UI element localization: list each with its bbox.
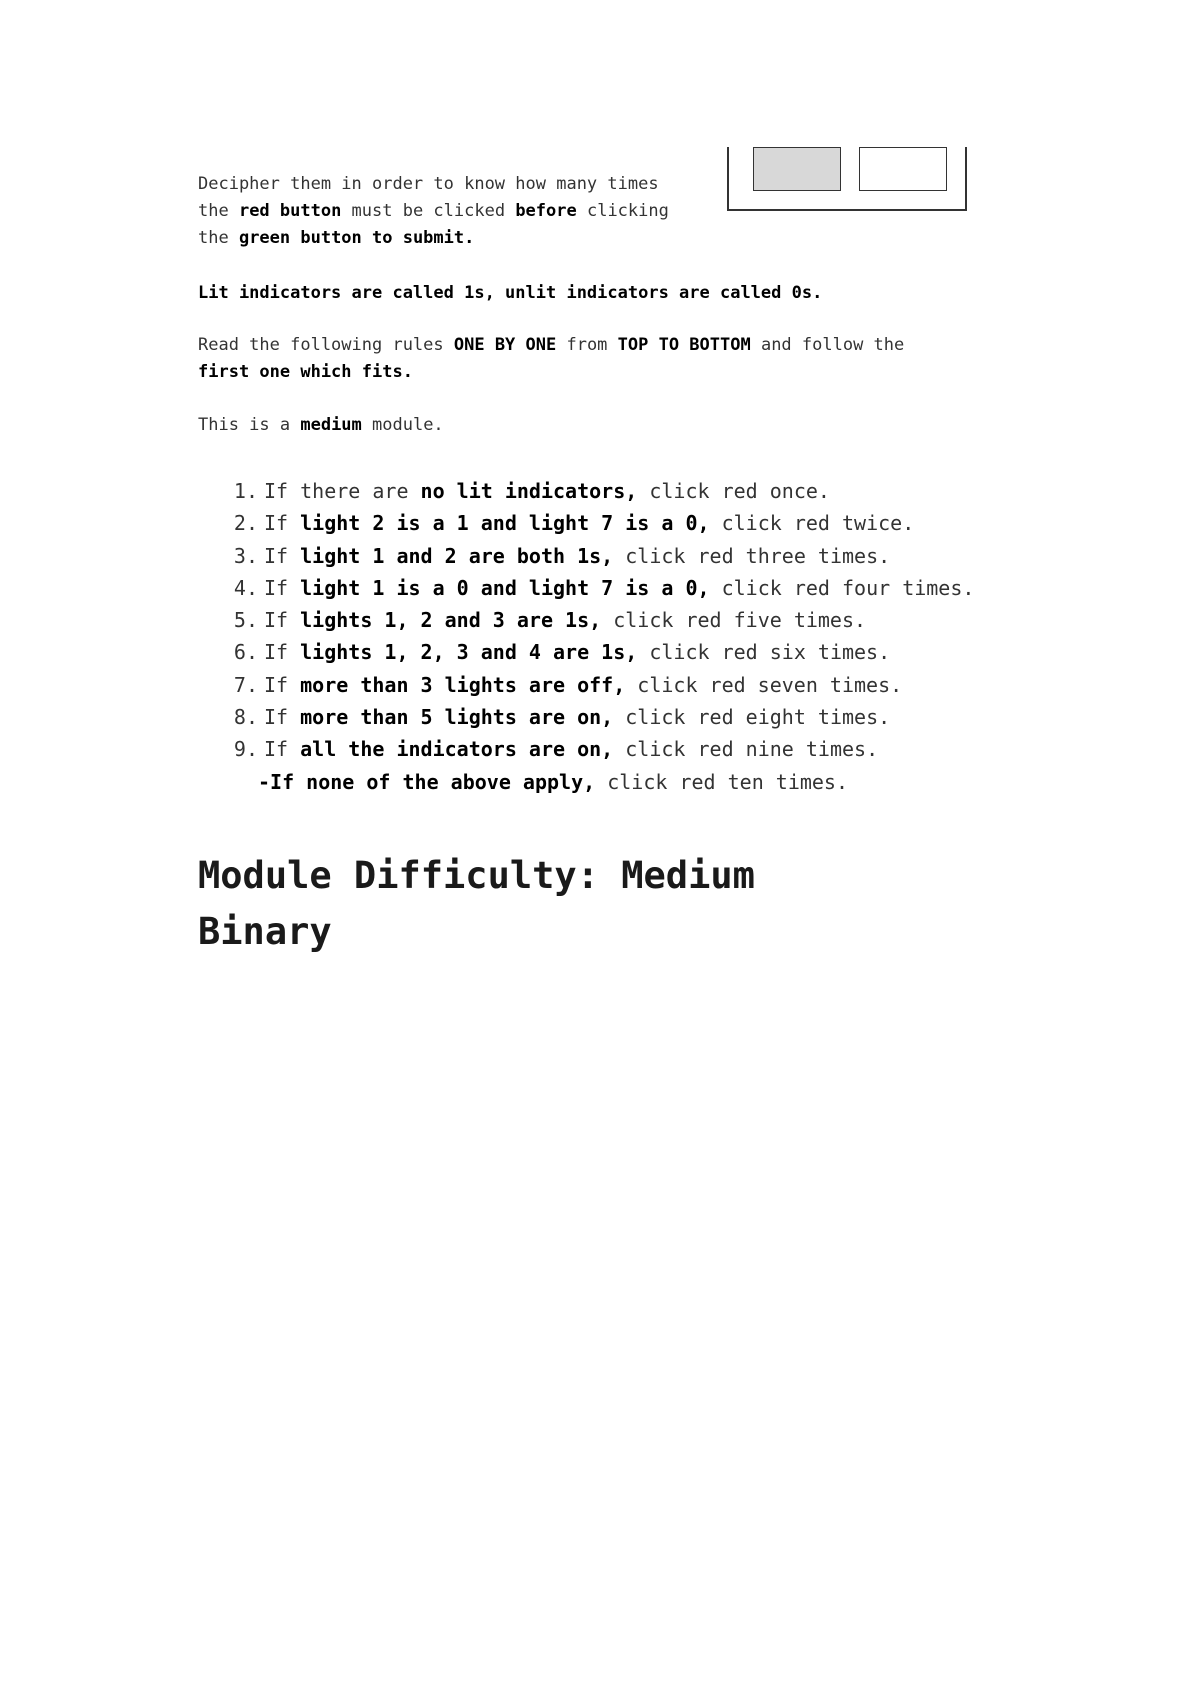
text-run: This is a [198, 415, 301, 435]
text-run: click red nine times. [613, 737, 879, 762]
rule-text [264, 640, 890, 664]
rule-number: 7. [233, 672, 258, 697]
rule-number: 4. [233, 575, 258, 600]
module-difficulty-note [198, 412, 958, 439]
rule-item [226, 572, 974, 604]
text-run: module. [361, 415, 444, 435]
rule-item [226, 475, 974, 507]
bold-text: lights 1, 2, 3 and 4 are 1s, [300, 640, 638, 665]
bold-text: ONE BY ONE [453, 335, 557, 355]
bold-text: light 1 is a 0 and light 7 is a 0, [300, 575, 710, 600]
rule-number: 5. [233, 608, 258, 633]
bold-text: more than 5 lights are on, [300, 705, 614, 730]
bold-text: more than 3 lights are off, [300, 672, 626, 697]
text-run: If [264, 511, 301, 536]
text-run: If [264, 543, 301, 568]
rule-item [226, 636, 974, 668]
bold-text: red button [238, 201, 342, 221]
rule-number: 1. [233, 479, 258, 503]
bold-text: no lit indicators, [420, 479, 638, 503]
text-run: click red six times. [637, 640, 891, 665]
rule-text [264, 608, 866, 632]
rule-text [258, 770, 848, 794]
text-run: and follow the [750, 335, 905, 355]
bold-text: -If none of the above apply, [258, 769, 596, 794]
bold-text: medium [300, 415, 362, 435]
bold-text: light 1 and 2 are both 1s, [300, 543, 614, 568]
button-diagram [727, 147, 967, 211]
text-run: from [556, 335, 618, 355]
rule-item [226, 733, 974, 765]
rule-item [226, 669, 974, 701]
bold-text: light 2 is a 1 and light 7 is a 0, [300, 511, 710, 536]
text-run: click red ten times. [595, 769, 849, 794]
rule-text [264, 544, 890, 568]
bold-text: all the indicators are on, [300, 737, 614, 762]
text-run: click red once. [637, 479, 830, 503]
bold-text: green button to submit. [238, 228, 475, 248]
rule-text [264, 737, 878, 761]
rule-number: 6. [233, 640, 258, 665]
bold-text: first one which fits. [198, 362, 413, 382]
text-run: If [264, 737, 301, 762]
text-run: the [198, 201, 239, 221]
bold-text: TOP TO BOTTOM [617, 335, 751, 355]
text-run: If [264, 575, 301, 600]
rule-item [226, 507, 974, 539]
rule-text [264, 673, 902, 697]
module-name-heading: Binary [198, 910, 332, 953]
rule-text [264, 576, 974, 600]
footer-heading [198, 848, 755, 960]
bold-text: before [515, 201, 577, 221]
text-run: click red eight times. [613, 705, 891, 730]
text-run: Read the following rules [198, 335, 454, 355]
bold-text: Lit indicators are called 1s, unlit indicators are called 0s. [198, 283, 823, 303]
rule-item [226, 604, 974, 636]
text-run: click red four times. [709, 575, 975, 600]
rule-text [264, 479, 830, 503]
text-run: If [264, 672, 301, 697]
difficulty-heading: Module Difficulty: Medium [198, 854, 755, 897]
bold-text: lights 1, 2 and 3 are 1s, [300, 608, 602, 633]
text-run: click red twice. [709, 511, 915, 536]
fallback-rule [226, 766, 974, 798]
read-rules-note [198, 332, 958, 386]
rule-number: 3. [233, 543, 258, 568]
rule-number: 8. [233, 705, 258, 730]
text-run: click red five times. [601, 608, 867, 633]
text-run: Decipher them in order to know how many times [198, 174, 659, 194]
text-run: If there are [264, 479, 421, 503]
rule-text [264, 511, 914, 535]
text-run: If [264, 608, 301, 633]
text-run: click red seven times. [625, 672, 903, 697]
rule-item [226, 701, 974, 733]
text-run: If [264, 705, 301, 730]
text-run: If [264, 640, 301, 665]
text-run: must be clicked [341, 201, 516, 221]
intro-paragraph [198, 171, 698, 252]
rule-item [226, 540, 974, 572]
lit-indicators-note [198, 280, 958, 307]
rule-text [264, 705, 890, 729]
text-run: the [198, 228, 239, 248]
rule-number: 9. [233, 737, 258, 762]
text-run: click red three times. [613, 543, 891, 568]
rules-list [226, 475, 974, 798]
text-run: clicking [576, 201, 669, 221]
diagram-gray-button [753, 147, 841, 191]
diagram-white-button [859, 147, 947, 191]
rule-number: 2. [233, 511, 258, 536]
